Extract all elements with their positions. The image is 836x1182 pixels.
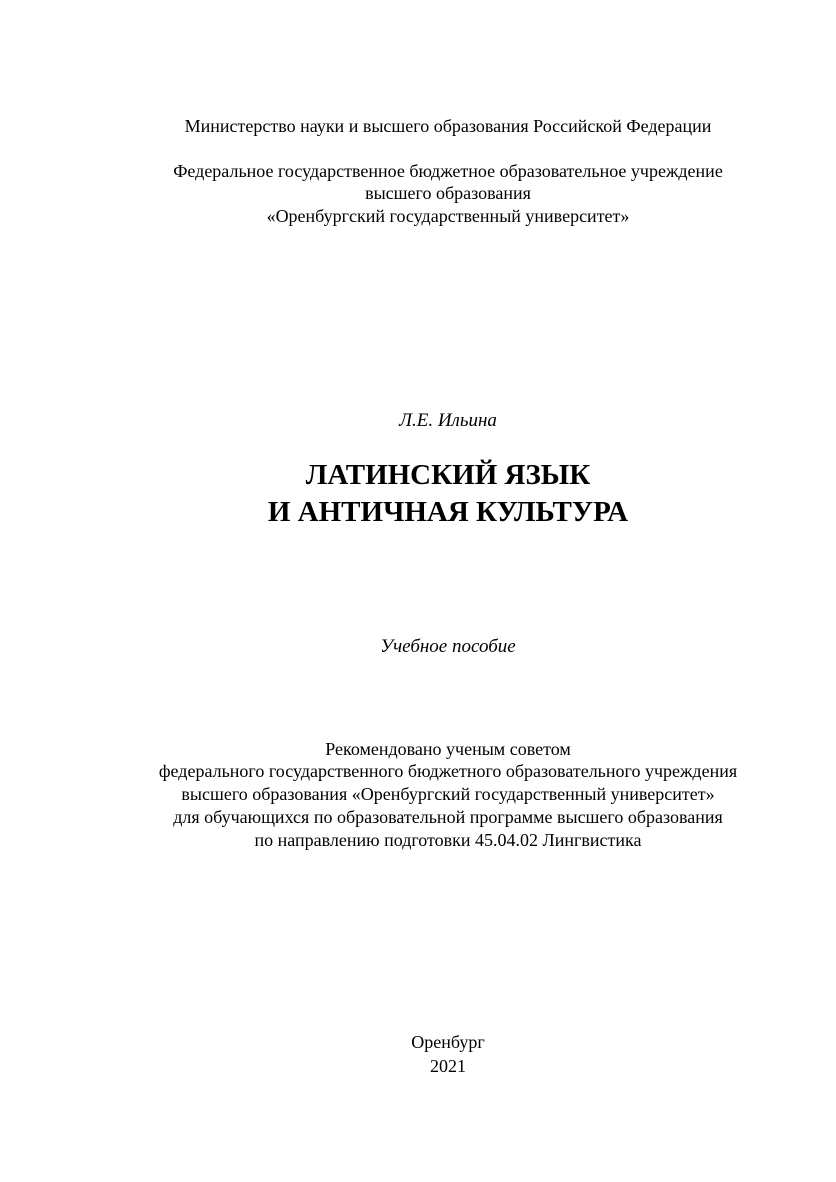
ministry-line: Министерство науки и высшего образования Российской Федерации xyxy=(184,116,712,136)
book-title-line-2: И АНТИЧНАЯ КУЛЬТУРА xyxy=(267,496,629,528)
publication-city: Оренбург xyxy=(411,1032,485,1052)
recommendation-line-4: для обучающихся по образовательной программе высшего образования xyxy=(173,807,723,827)
institution-line-1: Федеральное государственное бюджетное образовательное учреждение xyxy=(173,161,723,181)
recommendation-line-2: федерального государственного бюджетного образовательного учреждения xyxy=(158,761,738,781)
institution-line-2: высшего образования xyxy=(365,183,531,203)
book-title-line-1: ЛАТИНСКИЙ ЯЗЫК xyxy=(305,459,591,491)
recommendation-line-5: по направлению подготовки 45.04.02 Лингвистика xyxy=(254,830,642,850)
publication-year: 2021 xyxy=(430,1056,466,1076)
recommendation-line-3: высшего образования «Оренбургский государственный университет» xyxy=(181,784,715,804)
book-subtitle: Учебное пособие xyxy=(380,636,516,657)
recommendation-line-1: Рекомендовано ученым советом xyxy=(325,739,571,759)
institution-line-3: «Оренбургский государственный университет» xyxy=(266,206,630,226)
author-name: Л.Е. Ильина xyxy=(399,410,497,431)
